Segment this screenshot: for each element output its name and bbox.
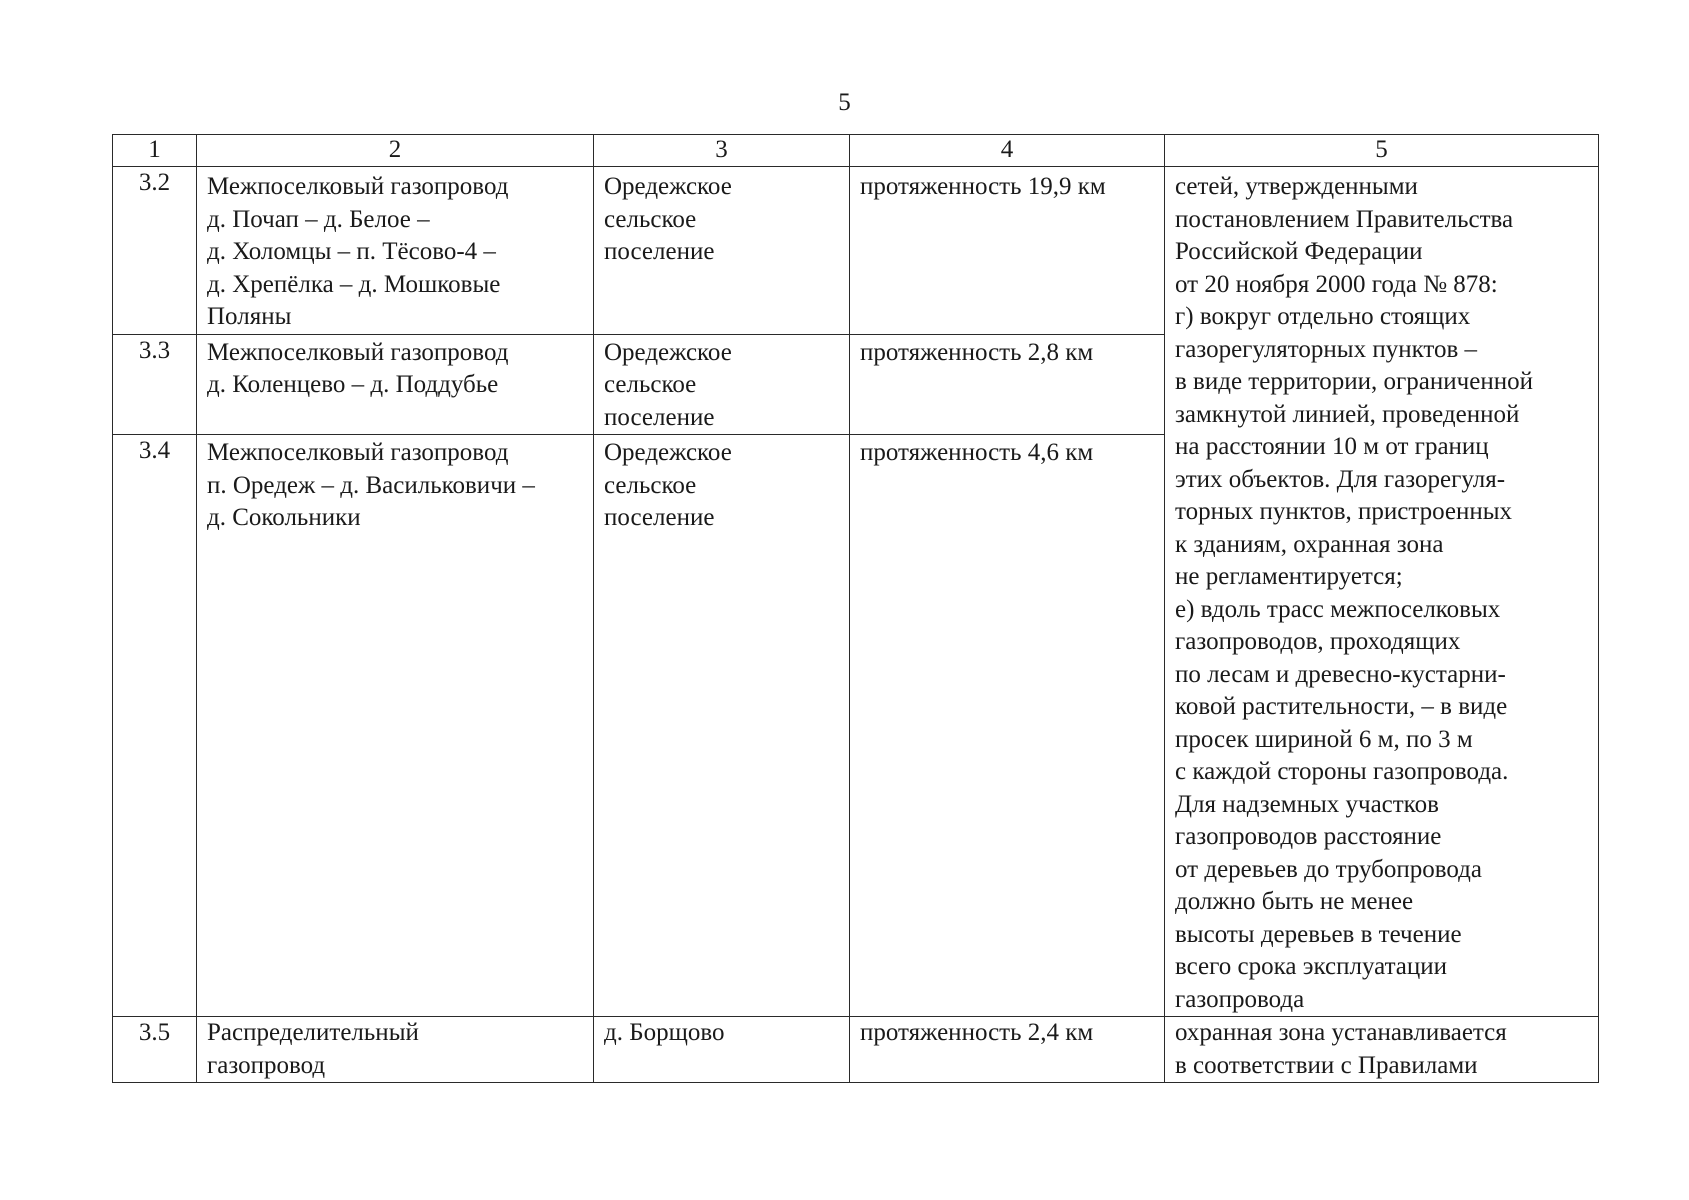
pipeline-name-cell: Межпоселковый газопровод п. Оредеж – д. Васильковичи – д. Сокольники [197, 435, 594, 1017]
table-row [113, 1017, 1599, 1083]
location-cell: Оредежское сельское поселение [594, 334, 850, 435]
column-header-3: 3 [594, 135, 850, 167]
length-cell: протяженность 4,6 км [850, 435, 1165, 1017]
column-header-1: 1 [113, 135, 197, 167]
row-number: 3.4 [113, 435, 197, 1017]
table-row [113, 167, 1599, 335]
length-cell: протяженность 2,8 км [850, 334, 1165, 435]
pipeline-name-cell: Распределительный газопровод [197, 1017, 594, 1083]
pipeline-name-cell: Межпоселковый газопровод д. Почап – д. Белое – д. Холомцы – п. Тёсово-4 – д. Хрепёлка – д. Мошковые Поляны [197, 167, 594, 335]
table-header-row [113, 135, 1599, 167]
location-cell: д. Борщово [594, 1017, 850, 1083]
row-number: 3.3 [113, 334, 197, 435]
location-cell: Оредежское сельское поселение [594, 435, 850, 1017]
location-cell: Оредежское сельское поселение [594, 167, 850, 335]
length-cell: протяженность 19,9 км [850, 167, 1165, 335]
row-number: 3.5 [113, 1017, 197, 1083]
pipeline-name-cell: Межпоселковый газопровод д. Коленцево – д. Поддубье [197, 334, 594, 435]
column-header-5: 5 [1165, 135, 1599, 167]
column-header-4: 4 [850, 135, 1165, 167]
gas-pipeline-table [112, 134, 1599, 1083]
protection-zone-cell: охранная зона устанавливается в соответствии с Правилами [1165, 1017, 1599, 1083]
length-cell: протяженность 2,4 км [850, 1017, 1165, 1083]
column-header-2: 2 [197, 135, 594, 167]
page-number: 5 [838, 89, 851, 116]
row-number: 3.2 [113, 167, 197, 335]
protection-zone-cell: сетей, утвержденными постановлением Правительства Российской Федерации от 20 ноября 2000 года № 878: г) вокруг отдельно стоящих газорегуляторных пунктов – в виде территории, ограниченной замкнутой линией, проведенной на расстоянии 10 м от границ этих объектов. Для газорегуля- торных пунктов, пристроенных к зданиям, охранная зона не регламентируется; е) вдоль трасс межпоселковых газопроводов, проходящих по лесам и древесно-кустарни- ковой растительности, – в виде просек шириной 6 м, по 3 м с каждой стороны газопровода. Для надземных участков газопроводов расстояние от деревьев до трубопровода должно быть не менее высоты деревьев в течение всего срока эксплуатации газопровода [1165, 167, 1599, 1017]
